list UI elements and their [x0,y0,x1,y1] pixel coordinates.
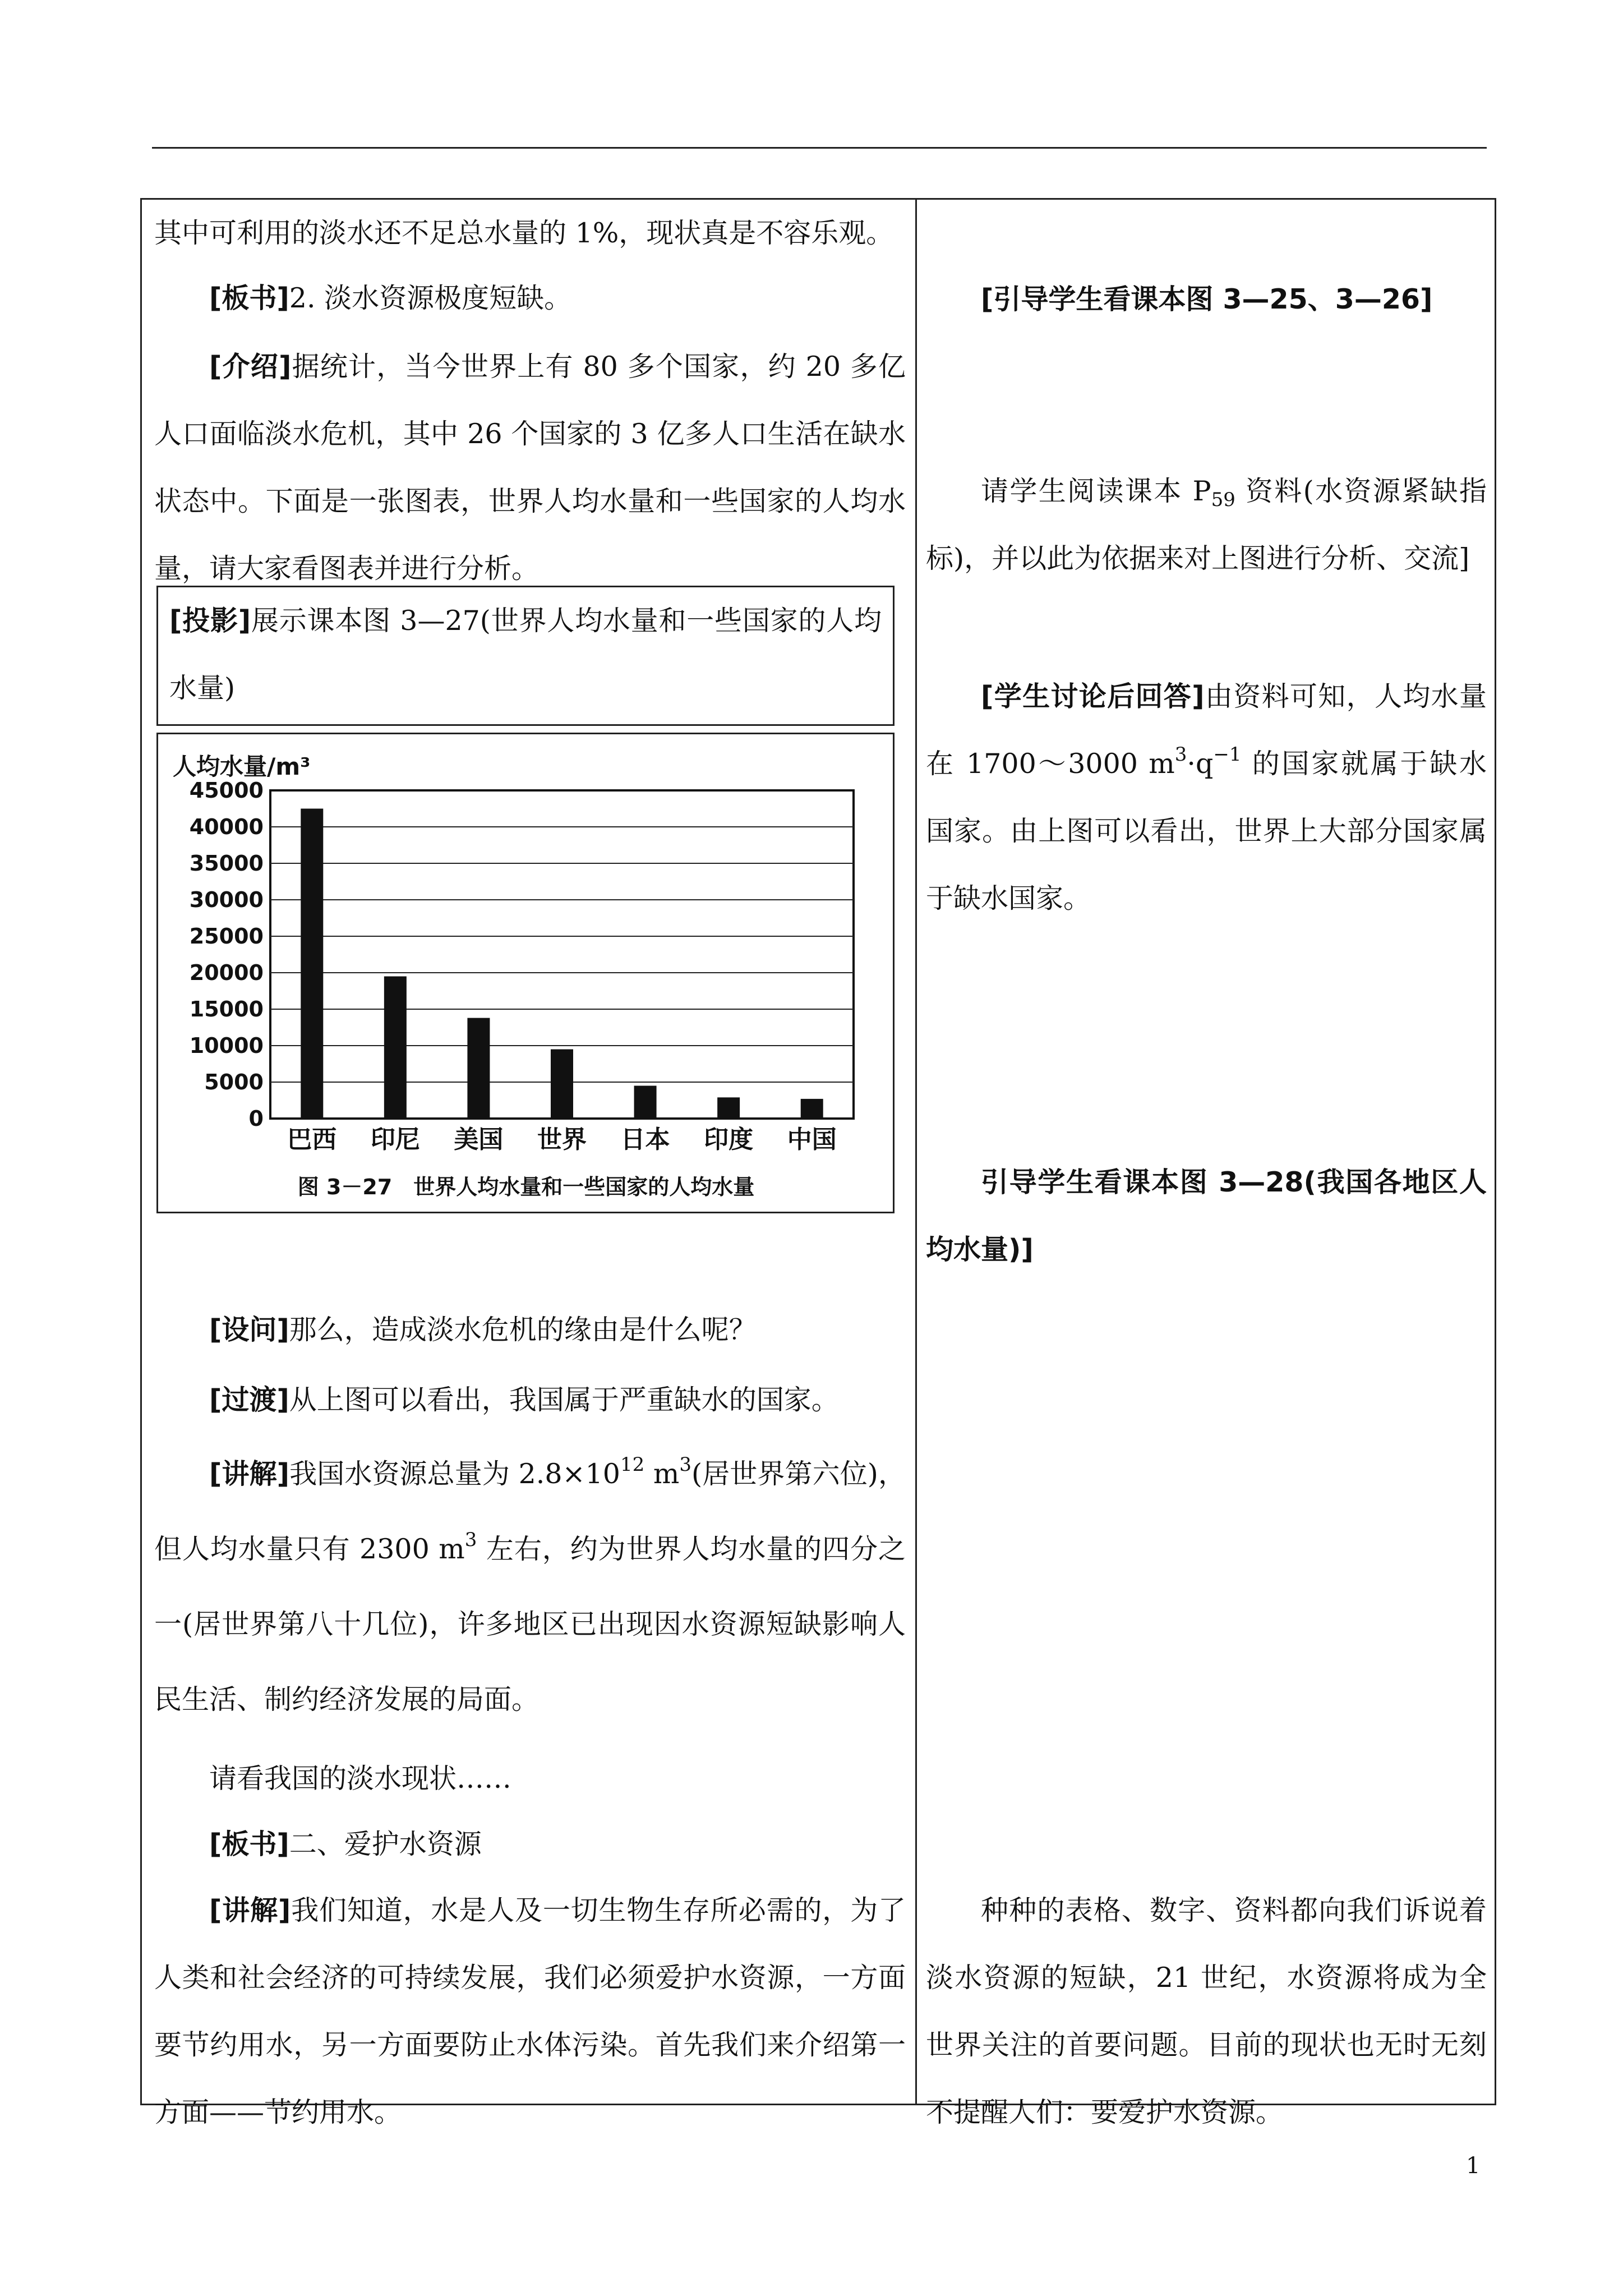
r2-text-a: 请学生阅读课本 P [981,475,1211,507]
right-paragraph-1: [引导学生看课本图 3—25、3—26] [981,283,1433,315]
tag-intro: [介绍] [209,351,292,383]
tag-explain: [讲解] [209,1458,290,1490]
lesson-table [140,198,1496,2128]
chart-title: 图 3－27 世界人均水量和一些国家的人均水量 [297,1175,755,1199]
chart-bar [717,1097,740,1119]
tag-board: [板书] [209,282,289,314]
left-paragraph-3-text: 据统计，当今世界上有 80 多个国家，约 20 多亿人口面临淡水危机，其中 26 个国家的 3 亿多人口生活在缺水状态中。下面是一张图表，世界人均水量和一些国家的人均水量，请大家看图表并进行分析。 [154,351,906,585]
left-paragraph-3 [154,333,906,602]
chart-box [156,733,895,1213]
chart-bar [467,1018,490,1119]
right-paragraph-2 [926,458,1487,592]
r3-text-b: ·q [1187,748,1214,780]
left-paragraph-5-text: 从上图可以看出，我国属于严重缺水的国家。 [289,1384,839,1416]
r2-text-b: 资料(水资源紧缺指标)，并以此为依据来对上图进行分析、交流] [926,475,1487,574]
tag-transition: [过渡] [209,1384,289,1416]
chart-ytick-label: 0 [248,1106,264,1131]
left-paragraph-9-text: 我们知道，水是人及一切生物生存所必需的，为了人类和社会经济的可持续发展，我们必须爱护水资源，一方面要节约用水，另一方面要防止水体污染。首先我们来介绍第一方面——节约用水。 [154,1894,906,2128]
chart-ytick-label: 5000 [204,1070,264,1094]
left-paragraph-9 [154,1877,906,2146]
chart-ytick-label: 20000 [189,960,264,985]
r3-exp-b: −1 [1213,743,1242,766]
chart-xtick-label: 美国 [454,1125,504,1154]
right-paragraph-3 [926,663,1487,932]
chart-ytick-label: 10000 [189,1033,264,1058]
projection-box [156,586,895,726]
chart-xtick-label: 世界 [537,1125,587,1154]
left-paragraph-5 [154,1366,906,1434]
p6-exp-c: 3 [464,1529,477,1551]
p6-text-c: (居世界第六位)，但人均水量只有 2300 m [154,1458,906,1565]
chart-bar [551,1050,573,1119]
r3-text-a: 由资料可知，人均水量在 1700～3000 m [926,680,1487,780]
left-paragraph-1: 其中可利用的淡水还不足总水量的 1%，现状真是不容乐观。 [154,217,894,249]
tag-explain-2: [讲解] [209,1894,291,1926]
chart-ylabel: 人均水量/m³ [173,753,311,780]
projection-text-body: 展示课本图 3—27(世界人均水量和一些国家的人均水量) [169,605,882,704]
p6-exp-b: 3 [679,1453,691,1476]
left-paragraph-4 [154,1296,906,1364]
p6-text-a: 我国水资源总量为 2.8×10 [289,1458,620,1490]
chart-ytick-label: 25000 [189,924,264,949]
page-number: 1 [1466,2153,1481,2179]
chart-ytick-label: 45000 [189,778,264,803]
r3-text-c: 的国家就属于缺水国家。由上图可以看出，世界上大部分国家属于缺水国家。 [926,748,1487,914]
column-divider [915,200,917,2104]
r3-exp-a: 3 [1174,743,1187,766]
chart-bar [801,1099,823,1119]
chart-ytick-label: 30000 [189,887,264,912]
tag-board-2: [板书] [209,1828,289,1860]
chart-bar [301,809,323,1119]
left-paragraph-2-text: 2. 淡水资源极度短缺。 [289,282,572,314]
chart-xtick-label: 日本 [620,1125,670,1154]
left-paragraph-4-text: 那么，造成淡水危机的缘由是什么呢？ [289,1314,757,1346]
tag-question: [设问] [209,1314,289,1346]
left-paragraph-7: 请看我国的淡水现状…… [209,1763,512,1795]
left-paragraph-2 [154,265,906,332]
chart-xtick-label: 巴西 [287,1125,337,1154]
header-rule [152,147,1487,149]
right-paragraph-5: 种种的表格、数字、资料都向我们诉说着淡水资源的短缺，21 世纪，水资源将成为全世界关注的首要问题。目前的现状也无时无刻不提醒人们：要爱护水资源。 [926,1894,1487,2128]
chart-xtick-label: 中国 [787,1125,837,1154]
left-paragraph-8-text: 二、爱护水资源 [289,1828,482,1860]
chart-xtick-label: 印尼 [370,1125,420,1154]
p6-text-b: m [644,1458,680,1490]
r2-sub: 59 [1211,489,1235,511]
water-per-capita-chart [158,734,893,1212]
chart-bar [634,1086,657,1119]
tag-projection: [投影] [169,605,251,637]
left-paragraph-6 [154,1437,906,1737]
projection-text [169,587,882,722]
chart-bar [384,977,407,1119]
tag-student-answer: [学生讨论后回答] [981,680,1205,712]
chart-xtick-label: 印度 [704,1125,754,1154]
chart-ytick-label: 35000 [189,851,264,876]
left-paragraph-8 [154,1811,906,1878]
chart-ytick-label: 15000 [189,997,264,1022]
p6-text-d: 左右，约为世界人均水量的四分之一(居世界第八十几位)，许多地区已出现因水资源短缺影响人民生活、制约经济发展的局面。 [154,1533,906,1715]
chart-ytick-label: 40000 [189,815,264,839]
right-paragraph-4: 引导学生看课本图 3—28(我国各地区人均水量)] [926,1166,1487,1266]
p6-exp-a: 12 [620,1453,645,1476]
